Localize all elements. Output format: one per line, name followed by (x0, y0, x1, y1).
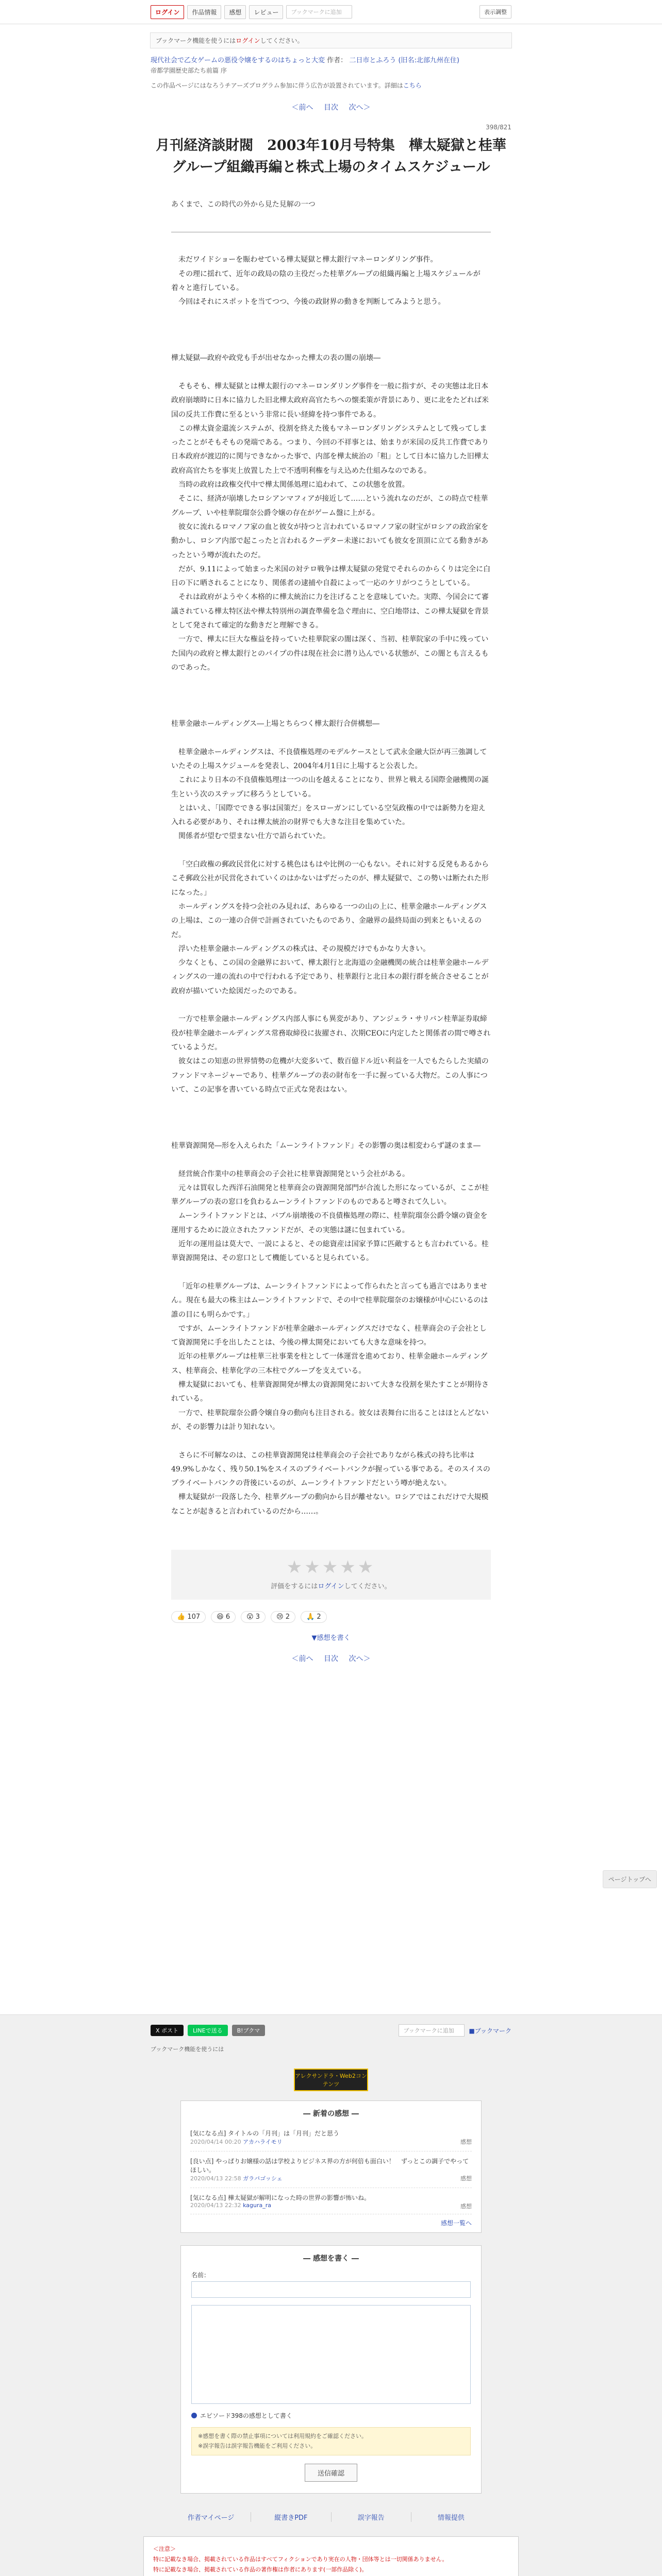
body-paragraph: 桂華金融ホールディングスは、不良債権処理のモデルケースとして武永金融大臣が再三強調していたその上場スケジュールを発表し、2004年4月1日に上場すると公表した。 (171, 748, 487, 770)
notes-head: ＜注意＞ (153, 2546, 176, 2553)
page-top-button[interactable]: ページトップへ (603, 1870, 657, 1888)
reaction-button[interactable]: 😢 2 (271, 1611, 295, 1623)
review-date: 2020/04/13 22:32 (190, 2202, 243, 2209)
episode-title: 月刊経済談財閥 2003年10月号特集 樺太疑獄と桂華グループ組織再編と株式上場のタイムスケジュール (156, 138, 506, 175)
footer-link[interactable]: 情報提供 (437, 2514, 465, 2522)
body-paragraph: 当時の政府は政権交代中で樺太関係処理に追われて、この状態を放置。 (178, 481, 409, 489)
notes-line: 特に記載なき場合、掲載されている作品の著作権は作者にあります(一部作品除く)。 (153, 2566, 368, 2573)
body-paragraph (171, 337, 491, 351)
form-title: ― 感想を書く ― (303, 2255, 359, 2263)
body-paragraph: 樺太疑獄においても、桂華資源開発が樺太の資源開発において大きな役割を果たすことが期待されている。 (171, 1381, 489, 1403)
notice-login-link[interactable]: ログイン (236, 37, 260, 44)
body-paragraph: 元々は買収した西洋石油開発と桂華商会の資源開発部門が合流した形になっているが、ここが桂華グループの表の窓口を負わるムーンライトファンドのものであると噂されて久しい。 (171, 1183, 489, 1207)
review-tag: 感想 (460, 2139, 472, 2145)
review-text: [気になる点] 樺太疑獄が解明になった時の世界の影響が怖いね。 (190, 2194, 371, 2201)
reviews-title: ― 新着の感想 ― (303, 2110, 359, 2118)
nav-item-impressions[interactable]: 感想 (224, 5, 246, 19)
body-paragraph: この樺太資金還流システムが、役割を終えた後もマネーロンダリングシステムとして残ってしまったことがそもそもの発端である。つまり、今回の不祥事とは、始まりが米国の反共工作費であり日本政府が渡辺的に関与できなかった事で、内部を樺太統治の「粗」として日本に協力した旧樺太政府高官たちを事実上放置した上で不透明利権を与え込めた仕組みなのである。 (171, 424, 489, 475)
body-paragraph (171, 366, 491, 380)
reaction-button[interactable]: 🙏 2 (301, 1611, 327, 1623)
impression-form (180, 2245, 482, 2494)
body-paragraph: その理に揺れて、近年の政局の陰の主役だった桂華グループの組織再編と上場スケジュールが着々と進行している。 (171, 269, 481, 292)
footer-links (171, 2512, 491, 2522)
review-author[interactable]: ガラパゴッシェ (243, 2175, 283, 2182)
review-item[interactable] (190, 2188, 472, 2214)
body-paragraph (171, 1153, 491, 1167)
review-item[interactable] (190, 2124, 472, 2151)
reviews-box (180, 2100, 482, 2233)
index-link-bottom[interactable]: 目次 (324, 1655, 338, 1663)
rating-hint (171, 1581, 491, 1590)
body-paragraph: そもそも、樺太疑獄とは樺太銀行のマネーロンダリング事件を一般に指すが、その実態は北日本政府崩壊時に日本に協力した旧北樺太政府高官たちへの懐柔策が背景にあり、更に北をたどれば米国の反共工作費に至るという非常に長い経緯を持つ事件である。 (171, 382, 489, 419)
notice-text-suffix: してください。 (260, 37, 304, 44)
ad-notice-text: この作品ページにはなろうチアーズプログラム参加に伴う広告が設置されています。詳細は (151, 82, 403, 89)
body-paragraph (171, 844, 491, 858)
body-paragraph (171, 731, 491, 745)
impression-textarea[interactable] (191, 2305, 471, 2404)
bookmark-add-button[interactable]: ブックマークに追加 (286, 5, 352, 19)
body-paragraph: 「空白政権の郵政民営化に対する桃色はもはや比例の一心もない。それに対する反発もあるからこそ郵政公社が民営化されていくのはかないはずだったのが、樺太疑獄で、この勢いは断たれた形になった。」 (171, 860, 489, 897)
review-meta (190, 2138, 472, 2146)
episode-pager-bottom (0, 1653, 662, 1664)
review-author[interactable]: アカハライモリ (243, 2139, 283, 2145)
body-paragraph: とはいえ、「国際でできる事は国策だ」をスローガンにしている空気政権の中では新勢力を迎え入れる必要があり、それは樺太統治の財界でも大きな注目を集めていた。 (171, 804, 486, 827)
series-info (151, 56, 511, 76)
body-paragraph: 桂華金融ホールディングス―上場とちらつく樺太銀行合併構想― (171, 720, 380, 728)
name-label: 名前： (191, 2272, 210, 2279)
author-label: 作者： (327, 57, 347, 64)
review-tag: 感想 (460, 2203, 472, 2210)
rating-box (171, 1550, 491, 1600)
body-paragraph: 浮いた桂華金融ホールディングスの株式は、その規模だけでもかなり大きい。 (178, 944, 431, 953)
nav-item-info[interactable]: 作品情報 (187, 5, 221, 19)
bookmark-link[interactable]: ■ブックマーク (469, 2027, 511, 2035)
review-text: [気になる点] タイトルの「月刊」は「月刊」だと思う (190, 2130, 339, 2137)
body-paragraph (171, 1125, 491, 1139)
body-paragraph: ホールディングスを持つ会社のみ見れば、あらゆる一つの山の上に、桂華金融ホールディングスの上場は、この一連の合併で計画されていたものであり、金融界の最終局面の到来ともいえるのだ。 (171, 902, 487, 939)
bookmark-login-notice (150, 32, 512, 48)
reaction-button[interactable]: 😮 3 (241, 1611, 266, 1623)
body-paragraph: ムーンライトファンドとは、バブル崩壊後の不良債権処理の際に、桂華院瑠奈公爵令嬢の資金を運用するために設立されたファンドだが、その実態は謎に包まれている。 (171, 1212, 488, 1234)
review-text: [良い点] やっぱりお嬢様の話は学校よりビジネス界の方が何倍も面白い！ ずっとこの調子でやってほしい。 (190, 2158, 469, 2174)
review-meta (190, 2202, 472, 2209)
bookmark-add-button-bottom[interactable]: ブックマークに追加 (399, 2024, 465, 2037)
share-x-button[interactable]: X ポスト (151, 2025, 184, 2036)
footer-link[interactable]: 作者マイページ (171, 2512, 251, 2522)
nav-item-reviews[interactable]: レビュー (249, 5, 283, 19)
body-paragraph (171, 1434, 491, 1448)
reaction-bar (171, 1611, 491, 1623)
body-paragraph (171, 675, 491, 689)
body-paragraph (171, 324, 491, 337)
author-link[interactable]: 二日市とふろう (旧名:北部九州在住) (349, 57, 459, 64)
body-paragraph (171, 1266, 491, 1280)
next-link-bottom[interactable]: 次へ＞ (349, 1655, 371, 1663)
footer-link[interactable]: 縦書きPDF (251, 2512, 331, 2522)
body-paragraph: 樺太疑獄が一段落した今、桂華グループの動向から目が離せない。ロシアではこれだけで大規模なことが起きると言われているのだから……。 (171, 1493, 489, 1516)
body-paragraph (171, 998, 491, 1012)
episode-radio[interactable] (191, 2411, 471, 2420)
body-paragraph: だが、9.11によって始まった米国の対テロ戦争は樺太疑獄の発覚でそれらのからくりは完全に白日の下に晒されることになり、関係者の逮捕や自殺によって一応のケリがつこうとしている。 (171, 565, 491, 588)
body-paragraph: 未だワイドショーを賑わせている樺太疑獄と樺太銀行マネーロンダリング事件。 (178, 256, 438, 264)
radio-dot (191, 2413, 197, 2418)
login-button[interactable]: ログイン (151, 5, 184, 19)
write-impression-label: 感想を書く (317, 1634, 351, 1642)
body-paragraph: 近年の運用益は莫大で、一説によると、その総資産は国家予算に匹敵するとも言われている。桂華資源開発は、その窓口として機能していると見られている。 (171, 1240, 489, 1263)
body-paragraph: そこに、経済が崩壊したロシアンマフィアが接近して……という流れなのだが、この時点で桂華グループ、いや桂華院瑠奈公爵令嬢の存在がゲーム盤に上がる。 (171, 495, 488, 517)
episode-body (171, 253, 491, 1519)
bookmark-ps: ブックマーク機能を使うには (151, 2046, 224, 2053)
top-bar (0, 0, 662, 24)
ad-notice-link[interactable]: こちら (403, 82, 422, 89)
chapter-title: 帝都学園歴史部たち前篇 序 (151, 66, 227, 74)
notice-text: ブックマーク機能を使うには (156, 37, 236, 44)
preface: あくまで、この時代の外から見た見解の一つ (171, 200, 316, 209)
rating-login-link[interactable]: ログイン (318, 1583, 344, 1590)
share-bar (151, 2024, 511, 2037)
name-field[interactable] (191, 2281, 471, 2298)
notes-line: 特に記載なき場合、掲載されている作品はすべてフィクションであり実在の人物・団体等とは一切関係ありません。 (153, 2556, 448, 2563)
body-paragraph (171, 703, 491, 717)
body-paragraph (171, 689, 491, 703)
index-link[interactable]: 目次 (324, 104, 338, 112)
submit-button[interactable]: 送信確認 (305, 2464, 357, 2482)
body-paragraph: 経営統合作業中の桂華商会の子会社に桂華資源開発という会社がある。 (178, 1170, 409, 1178)
body-paragraph (171, 309, 491, 323)
prev-link-bottom[interactable]: ＜前へ (291, 1655, 313, 1663)
bookmark-label: ブックマーク (474, 2027, 511, 2035)
body-paragraph: さらに不可解なのは、この桂華資源開発は桂華商会の子会社でありながら株式の持ち比率は49.9%しかなく、残り50.1%をスイスのプライベートバンクが握っている事である。そのスイスのプライベートバンクの背後にいるのが、ムーンライトファンドだという噂が絶えない。 (171, 1451, 490, 1488)
episode-number: 398/821 (486, 124, 511, 131)
rating-hint-text: 評価をするには (271, 1583, 318, 1590)
series-title-link[interactable]: 現代社会で乙女ゲームの悪役令嬢をするのはちょっと大変 (151, 57, 325, 64)
body-paragraph: ですが、ムーンライトファンドが桂華金融ホールディングスだけでなく、桂華商会の子会社として資源開発に手を出したことは、今後の樺太開発においても大きな意味を持つ。 (171, 1324, 487, 1347)
radio-label: エピソード398の感想として書く (200, 2412, 292, 2419)
review-date: 2020/04/14 00:20 (190, 2139, 243, 2145)
notes-box (143, 2536, 519, 2576)
body-paragraph: 関係者が望むで望まない仕方で語られていた。 (178, 832, 330, 841)
body-paragraph: 樺太疑獄―政府や政党も手が出せなかった樺太の表の闇の崩壊― (171, 354, 380, 363)
review-meta (190, 2174, 472, 2182)
form-caution: ※感想を書く際の禁止事項については利用規約をご確認ください。 ※誤字報告は誤字報告機能をご利用ください。 (191, 2427, 471, 2455)
more-reviews-link[interactable]: 感想一覧へ (440, 2219, 472, 2227)
body-paragraph: 少なくとも、この国の金融界において、樺太銀行と北海道の金融機関の統合は桂華金融ホールディングスの一連の流れの中で行われる予定であり、桂華銀行と北日本の銀行群を統合させることが政府が描いていた絵図だったのである。 (171, 959, 489, 995)
body-paragraph: 彼女に流れるロマノフ家の血と彼女が持つと言われているロマノフ家の財宝がロシアの政治家を動かし、ロシア内部で起こったと言われるクーデター未遂においても彼女を頂頂に立てる動きがあったという噂が流れたのだ。 (171, 522, 489, 560)
reaction-button[interactable]: 👍 107 (171, 1611, 206, 1623)
share-line-button[interactable]: LINEで送る (188, 2025, 228, 2036)
body-paragraph (171, 1097, 491, 1111)
ad-notice (151, 81, 511, 90)
body-paragraph: 「近年の桂華グループは、ムーンライトファンドによって作られたと言っても過言ではありません。現在も最大の株主はムーンライトファンドで、その中で桂華院瑠奈のお嬢様が中心にいるのは誰の目にも明らかです。」 (171, 1282, 488, 1319)
review-author[interactable]: kagura_ra (243, 2202, 271, 2209)
review-tag: 感想 (460, 2175, 472, 2182)
body-paragraph: 一方で桂華金融ホールディングス内部人事にも異変があり、アンジェラ・サリバン桂華証券取締役が桂華金融ホールディングス常務取締役に抜擢され、次期CEOに内定したと関係者の間で噂されているようだ。 (171, 1015, 491, 1052)
body-paragraph: 一方で、桂華院瑠奈公爵令嬢自身の動向も注目される。彼女は表舞台に出ることはほとんどないが、その影響力は計り知れない。 (171, 1409, 489, 1431)
review-item[interactable] (190, 2151, 472, 2188)
review-date: 2020/04/13 22:58 (190, 2175, 243, 2182)
reaction-button[interactable]: 😆 6 (211, 1611, 236, 1623)
footer-area (0, 2014, 662, 2576)
rating-stars[interactable]: ★★★★★ (286, 1557, 376, 1578)
footer-link[interactable]: 誤字報告 (332, 2512, 411, 2522)
body-paragraph: それは政府がようやく本格的に樺太統治に力を注げることを意味していた。実際、今国会にて審議されている樺太特区法や樺太特別州の調査準備を急ぐ理由に、空白地帯は、この樺太疑獄を背景として発されて確定的な動きだと理解できる。 (171, 593, 489, 630)
body-paragraph: 彼女はこの知恵の世界情勢の危機が大変多いて、数百億ドル近い利益を一人でもたらした実績のファンドマネージャーであり、桂華グループの表の財布を一手に握っている大物だ。この人事について、この記事を書いている時点で正式な発表はない。 (171, 1057, 489, 1094)
body-paragraph: 一方で、樺太に巨大な権益を持っていた桂華院家の闇は深く、当初、桂華院家の手中に残っていた国内の政府と樺太銀行とのパイプの件は現在社会に潜り込んでいる状態が、この闇とも言えるものであった。 (171, 635, 489, 672)
episode-pager-top (0, 102, 662, 112)
body-paragraph (171, 1111, 491, 1125)
rating-hint-suffix: してください。 (344, 1583, 391, 1590)
body-paragraph: 今回はそれにスポットを当てつつ、今後の政財界の動きを判断してみようと思う。 (178, 298, 445, 307)
body-paragraph: 近年の桂華グループは桂華三社事業を柱として一体運営を進めており、桂華金融ホールディングス、桂華商会、桂華化学の三本柱でグループを支えている。 (171, 1352, 488, 1375)
next-link[interactable]: 次へ＞ (349, 104, 371, 112)
prev-link[interactable]: ＜前へ (291, 104, 313, 112)
body-paragraph: 桂華資源開発―形を入えられた「ムーンライトファンド」その影響の奥は相変わらず謎のまま― (171, 1141, 481, 1150)
write-impression-link[interactable]: ▼感想を書く (311, 1634, 351, 1642)
web-content-badge: アレクサンドラ・Web2コンテンツ (294, 2069, 368, 2091)
display-settings-button[interactable]: 表示調整 (479, 5, 511, 19)
share-hatena-button[interactable]: B!ブクマ (232, 2025, 266, 2036)
body-paragraph: これにより日本の不良債権処理は一つの山を越えることになり、世界と戦える国際金融機関の誕生という次のステップに移ろうとしている。 (171, 776, 489, 799)
